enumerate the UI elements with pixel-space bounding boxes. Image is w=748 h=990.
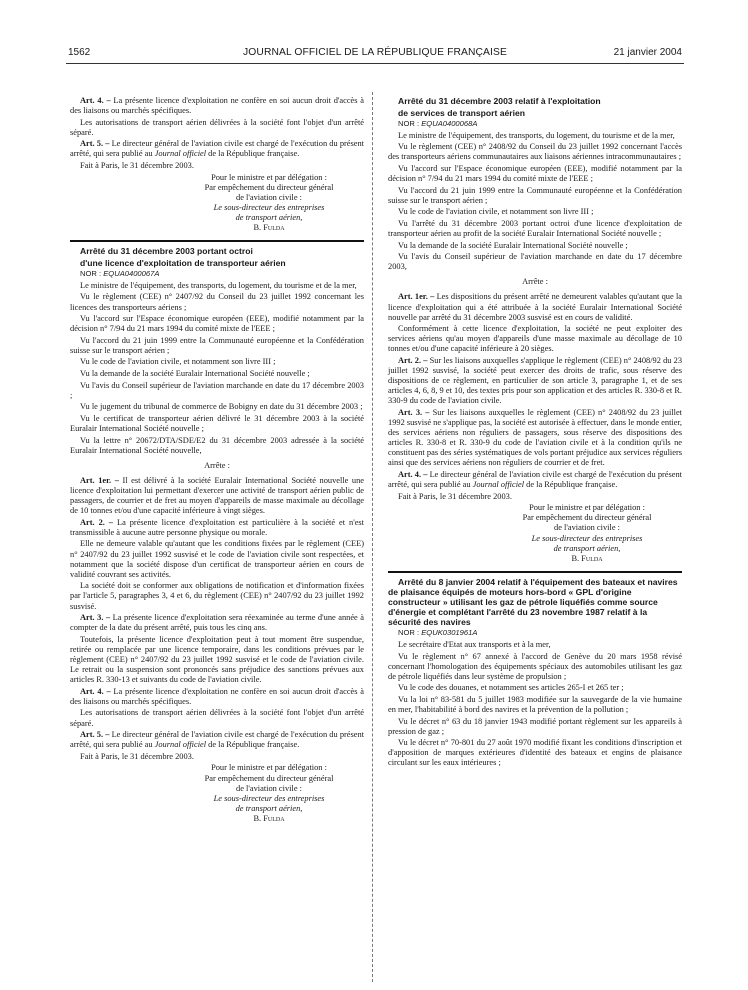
preamble-paragraph: Vu l'arrêté du 31 décembre 2003 portant octroi d'une licence d'exploitation de transporteur aérien au profit de la société Euralair International Société nouvelle ;: [388, 218, 682, 238]
article: Art. 1er. – Les dispositions du présent arrêté ne demeurent valables qu'autant que la licence d'exploitation qui a été attribuée à la société Euralair International Société nouvelle par arrêté du 31 décembre 2003 susvisé est en cours de validité.: [388, 292, 683, 322]
preamble-paragraph: Vu l'avis du Conseil supérieur de l'aviation marchande en date du 17 décembre 2003 ;: [70, 380, 364, 400]
article: Art. 2. – La présente licence d'exploitation est particulière à la société et n'est transmissible à aucune autre personne physique ou morale.: [70, 517, 365, 537]
signature-line: Pour le ministre et par délégation :: [211, 172, 327, 182]
right-column: [388, 96, 682, 770]
preamble: [70, 281, 364, 456]
article: Art. 3. – Sur les liaisons auxquelles le règlement (CEE) n° 2408/92 du 23 juillet 1992 susvisé ne s'applique pas, la société est autorisée à effectuer, dans le monde entier, des services aériens non réguliers de passagers, sous réserve des dispositions des articles R. 330-8 et R. 330-9 du code de l'aviation civile et à la condition qu'ils ne constituent pas des séries systématiques de vols portant préjudice aux services réguliers ainsi que des services aériens non réguliers de courrier et de fret.: [388, 407, 682, 468]
preamble-paragraph: Vu l'accord du 21 juin 1999 entre la Communauté européenne et la Confédération suisse sur le transport aérien ;: [70, 335, 364, 355]
signature-line: Le sous-directeur des entreprises: [213, 202, 325, 212]
article: Art. 5. – Le directeur général de l'aviation civile est chargé de l'exécution du présent arrêté, qui sera publié au Journal officiel de la République française.: [70, 139, 364, 159]
preamble-paragraph: Vu la demande de la société Euralair International Société nouvelle ;: [398, 240, 628, 250]
signature-line: de transport aérien,: [553, 543, 621, 553]
paragraph: Toutefois, la présente licence d'exploitation peut à tout moment être suspendue, retirée ou remplacée par une licence temporaire, dans les conditions prévues par le règlement (CEE) n° 2407/92 du 23 juillet 1992 susvisé et le code de l'aviation civile. Le retrait ou la suspension sont prononcés sans préjudice des sanctions prévues aux articles R. 330-13 et suivants du code de l'aviation civile.: [70, 634, 364, 685]
signature-line: de transport aérien,: [235, 803, 303, 813]
signature-line: Le sous-directeur des entreprises: [213, 793, 325, 803]
preamble-paragraph: Vu l'accord du 21 juin 1999 entre la Communauté européenne et la Confédération suisse sur le transport aérien ;: [388, 185, 682, 205]
arrete-heading: Arrête :: [522, 277, 548, 287]
paragraph: La société doit se conformer aux obligations de notification et d'information fixées par l'article 5, paragraphes 3, 4 et 6, du règlement (CEE) n° 2407/92 du 23 juillet 1992 susvisé.: [70, 581, 364, 611]
nor-reference: NOR : EQUK0301961A: [398, 628, 478, 638]
page-header: [68, 47, 682, 63]
preamble-paragraph: Vu le code de l'aviation civile, et notamment son livre III ;: [398, 207, 594, 217]
nor-reference: NOR : EQUA0400067A: [80, 269, 160, 279]
article: Art. 4. – La présente licence d'exploitation ne confère en soi aucun droit d'accès à des liaisons ou marchés spécifiques.: [70, 686, 364, 706]
fait-a-paris: Fait à Paris, le 31 décembre 2003.: [80, 161, 194, 171]
paragraph: Conformément à cette licence d'exploitation, la société ne peut exploiter des services aériens qu'au moyen d'appareils d'une masse maximale au décollage de 10 tonnes et/ou d'une capacité inférieure à 20 sièges.: [388, 324, 682, 354]
article: Art. 5. – Le directeur général de l'aviation civile est chargé de l'exécution du présent arrêté, qui sera publié au Journal officiel de la République française.: [70, 730, 364, 750]
preamble-paragraph: Vu la loi n° 83-581 du 5 juillet 1983 modifiée sur la sauvegarde de la vie humaine en mer, l'habitabilité à bord des navires et la prévention de la pollution ;: [388, 694, 682, 714]
preamble-paragraph: Vu l'avis du Conseil supérieur de l'aviation marchande en date du 17 décembre 2003,: [388, 252, 682, 272]
preamble-paragraph: Vu le code de l'aviation civile, et notamment son livre III ;: [80, 357, 276, 367]
page-number: 1562: [68, 47, 91, 58]
signature-line: de l'aviation civile :: [236, 783, 302, 793]
preamble-paragraph: Vu le règlement n° 67 annexé à l'accord de Genève du 20 mars 1958 révisé concernant l'homologation des équipements spéciaux des automobiles utilisant les gaz de pétrole liquéfiés dans leur système de propulsion ;: [388, 651, 682, 681]
preamble-paragraph: Vu le code des douanes, et notamment ses articles 265-I et 265 ter ;: [398, 683, 624, 693]
signature-line: Pour le ministre et par délégation :: [529, 503, 645, 513]
signatory: B. Fulda: [253, 223, 285, 233]
column-divider: [372, 92, 373, 982]
arrete-title: de services de transport aérien: [398, 107, 526, 118]
nor-reference: NOR : EQUA0400068A: [398, 119, 478, 128]
signature-line: de l'aviation civile :: [236, 192, 302, 202]
paragraph: Les autorisations de transport aérien délivrées à la société font l'objet d'un arrêté séparé.: [70, 117, 364, 137]
signatory: B. Fulda: [571, 553, 603, 563]
arrete-title: Arrêté du 31 décembre 2003 relatif à l'exploitation: [398, 96, 601, 106]
signature-line: de l'aviation civile :: [554, 523, 620, 533]
article: Art. 1er. – Il est délivré à la société Euralair International Société nouvelle une licence d'exploitation lui permettant d'exercer une activité de transport aérien public de passagers, de courrier et de fret au moyen d'appareils de masse maximale au décollage de 10 tonnes et/ou d'une capacité inférieure à vingt sièges.: [70, 475, 365, 516]
preamble-paragraph: Vu la demande de la société Euralair International Société nouvelle ;: [80, 369, 310, 379]
article: Art. 3. – La présente licence d'exploitation sera réexaminée au terme d'une année à compter de la date du présent arrêté, puis tous les cinq ans.: [70, 613, 364, 633]
preamble-paragraph: Vu l'accord sur l'Espace économique européen (EEE), modifié notamment par la décision n° 7/94 du 21 mars 1994 du comité mixte de l'EEE ;: [388, 163, 682, 183]
preamble-paragraph: Vu le règlement (CEE) n° 2408/92 du Conseil du 23 juillet 1992 concernant l'accès des transporteurs aériens communautaires aux liaisons aériennes intracommunautaires ;: [388, 142, 682, 162]
preamble-paragraph: Le secrétaire d'Etat aux transports et à la mer,: [398, 639, 551, 649]
article: Art. 4. – Le directeur général de l'aviation civile est chargé de l'exécution du présent arrêté, qui sera publié au Journal officiel de la République française.: [388, 470, 682, 490]
signature-line: Le sous-directeur des entreprises: [531, 533, 643, 543]
publication-date: 21 janvier 2004: [613, 47, 682, 58]
preamble-paragraph: Le ministre de l'équipement, des transports, du logement, du tourisme et de la mer,: [80, 280, 357, 290]
arrete-heading: Arrête :: [204, 460, 230, 470]
preamble-paragraph: Vu le jugement du tribunal de commerce de Bobigny en date du 31 décembre 2003 ;: [80, 402, 363, 412]
preamble-paragraph: Vu le décret n° 63 du 18 janvier 1943 modifié portant règlement sur les appareils à pression de gaz ;: [388, 716, 682, 736]
signatory: B. Fulda: [253, 813, 285, 823]
preamble-paragraph: Vu la lettre n° 20672/DTA/SDE/E2 du 31 décembre 2003 adressée à la société Euralair International Société nouvelle,: [70, 435, 364, 455]
preamble-paragraph: Vu le certificat de transporteur aérien délivré le 31 décembre 2003 à la société Euralair International Société nouvelle ;: [70, 413, 364, 434]
signature-line: Par empêchement du directeur général: [204, 182, 334, 192]
section-separator: [388, 571, 682, 573]
signature-line: de transport aérien,: [235, 213, 303, 223]
preamble-paragraph: Le ministre de l'équipement, des transports, du logement, du tourisme et de la mer,: [398, 130, 675, 140]
left-column: [70, 96, 364, 824]
preamble-paragraph: Vu le décret n° 70-801 du 27 août 1970 modifié fixant les conditions d'inscription et d'apposition de marques extérieures d'identité des bateaux et engins de plaisance circulant sur les eaux intérieures ;: [388, 738, 682, 768]
arrete-title: d'une licence d'exploitation de transporteur aérien: [80, 257, 286, 268]
paragraph: Les autorisations de transport aérien délivrées à la société font l'objet d'un arrêté séparé.: [70, 708, 364, 728]
paragraph: Elle ne demeure valable qu'autant que les conditions fixées par le règlement (CEE) n° 2407/92 du 23 juillet 1992 susvisé et le code de l'aviation civile sont respectées, et notamment que la société dispose d'un certificat de transporteur aérien en cours de validité couvrant ses activités.: [70, 539, 364, 579]
arrete-title: Arrêté du 31 décembre 2003 portant octroi: [80, 246, 253, 257]
article: Art. 4. – La présente licence d'exploitation ne confère en soi aucun droit d'accès à des liaisons ou marchés spécifiques.: [70, 96, 364, 116]
header-rule: [66, 63, 684, 64]
preamble-paragraph: Vu l'accord sur l'Espace économique européen (EEE), modifié notamment par la décision n° 7/94 du 21 mars 1994 du comité mixte de l'EEE ;: [70, 314, 364, 334]
section-separator: [70, 240, 364, 242]
article: Art. 2. – Sur les liaisons auxquelles s'applique le règlement (CEE) n° 2408/92 du 23 juillet 1992 susvisé, la société peut exercer des droits de trafic, sous réserve des dispositions de ce règlement, en particulier de son article 3, paragraphe 1, et de ses articles 4, 6, 8, 9 et 10, des textes pris pour son application et des articles R. 330-8 et R. 330-9 du code de l'aviation civile.: [388, 355, 683, 406]
preamble: [388, 640, 682, 769]
arrete-title: Arrêté du 8 janvier 2004 relatif à l'équipement des bateaux et navires de plaisance équipés de moteurs hors-bord « GPL d'origine constructeur » utilisant les gaz de pétrole liquéfiés comme source d'énergie et complétant l'arrêté du 23 novembre 1987 relatif à la sécurité des navires: [388, 576, 678, 627]
journal-title: JOURNAL OFFICIEL DE LA RÉPUBLIQUE FRANÇAISE: [243, 47, 507, 58]
signature-line: Pour le ministre et par délégation :: [211, 763, 327, 773]
preamble: [388, 131, 682, 273]
fait-a-paris: Fait à Paris, le 31 décembre 2003.: [80, 751, 194, 761]
signature-line: Par empêchement du directeur général: [204, 773, 334, 783]
signature-line: Par empêchement du directeur général: [522, 513, 652, 523]
fait-a-paris: Fait à Paris, le 31 décembre 2003.: [398, 491, 512, 501]
preamble-paragraph: Vu le règlement (CEE) n° 2407/92 du Conseil du 23 juillet 1992 concernant les licences des transporteurs aériens ;: [70, 292, 364, 312]
